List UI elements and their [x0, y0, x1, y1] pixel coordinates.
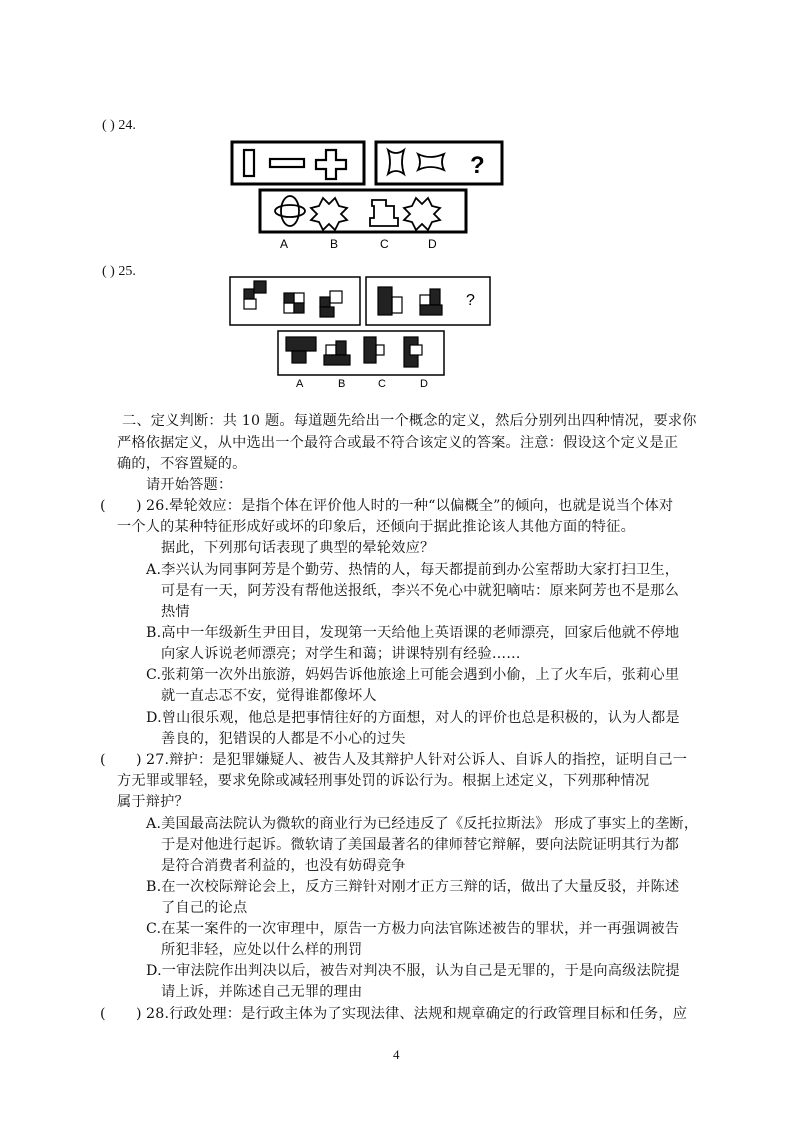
q26-stem-line-1: 26.晕轮效应：是指个体在评价他人时的一种“以偏概全”的倾向，也就是说当个体对: [146, 498, 674, 514]
q27-option-b-line-2: 了自己的论点: [161, 900, 248, 916]
q26-stem-line-3: 据此，下列那句话表现了典型的晕轮效应？: [161, 540, 435, 556]
q26-option-c-line-2: 就一直忐忑不安，觉得谁都像坏人: [161, 688, 377, 704]
q24-number: ( ) 24.: [102, 118, 136, 133]
q28-answer-paren-open: (: [100, 1006, 106, 1022]
q25-option-label-a: A: [296, 378, 304, 390]
q26-option-b-line-2: 向家人诉说老师漂亮；对学生和蔼；讲课特别有经验……: [161, 646, 521, 662]
q24-option-label-c: C: [380, 237, 389, 251]
q24-stem-box-1: [232, 142, 364, 184]
q24-option-label-a: A: [280, 237, 289, 251]
q26-option-a-line-3: 热情: [161, 604, 190, 620]
q26-option-a-line-2: 可是有一天，阿芳没有帮他送报纸，李兴不免心中就犯嘀咕：原来阿芳也不是那么: [161, 583, 679, 599]
q27-option-b-line-1: B.在一次校际辩论会上，反方三辩针对刚才正方三辩的话，做出了大量反驳，并陈述: [146, 879, 680, 895]
q25-stem-box-1: [230, 277, 360, 325]
q27-option-d-line-1: D.一审法院作出判决以后，被告对判决不服，认为自己是无罪的，于是向高级法院提: [146, 963, 680, 979]
q25-number: ( ) 25.: [102, 264, 136, 279]
q24-figure: [230, 140, 510, 252]
q28-answer-paren-close: ): [136, 1006, 142, 1022]
section2-intro-line-3: 确的，不容置疑的。: [117, 456, 247, 472]
q25-option-label-d: D: [420, 378, 428, 390]
q26-option-a-line-1: A.李兴认为同事阿芳是个勤劳、热情的人，每天都提前到办公室帮助大家打扫卫生，: [146, 562, 680, 578]
q26-stem-line-2: 一个人的某种特征形成好或坏的印象后，还倾向于据此推论该人其他方面的特征。: [117, 519, 635, 535]
q27-stem-line-1: 27.辩护：是犯罪嫌疑人、被告人及其辩护人针对公诉人、自诉人的指控，证明自己一: [146, 752, 688, 768]
q25-option-shapes: [286, 337, 422, 367]
q27-option-a-line-1: A.美国最高法院认为微软的商业行为已经违反了《反托拉斯法》 形成了事实上的垄断，: [146, 816, 699, 832]
q27-option-d-line-2: 请上诉，并陈述自己无罪的理由: [161, 984, 363, 1000]
q26-option-d-line-1: D.曾山很乐观，他总是把事情往好的方面想，对人的评价也总是积极的，认为人都是: [146, 710, 680, 726]
q27-option-c-line-1: C.在某一案件的一次审理中，原告一方极力向法官陈述被告的罪状，并一再强调被告: [146, 921, 680, 937]
q24-stem-shapes-2: [388, 150, 444, 174]
q27-stem-line-2: 方无罪或罪轻，要求免除或减轻刑事处罚的诉讼行为。根据上述定义，下列那种情况: [117, 773, 650, 789]
q24-option-labels: [280, 237, 437, 251]
q27-option-a-line-2: 于是对他进行起诉。微软请了美国最著名的律师替它辩解，要向法院证明其行为都: [161, 837, 679, 853]
q28-stem-line-1: 28.行政处理：是行政主体为了实现法律、法规和规章确定的行政管理目标和任务，应: [146, 1006, 688, 1022]
q25-stem-shapes: [244, 281, 442, 317]
q24-option-shapes: [275, 196, 440, 230]
section2-intro-line-2: 严格依据定义，从中选出一个最符合或最不符合该定义的答案。注意：假设这个定义是正: [117, 435, 679, 451]
q26-answer-paren-close: ): [136, 498, 142, 514]
q24-question-mark: ?: [470, 152, 485, 179]
q26-option-b-line-1: B.高中一年级新生尹田目，发现第一天给他上英语课的老师漂亮，回家后他就不停地: [146, 625, 680, 641]
q24-option-label-d: D: [428, 237, 437, 251]
q26-option-d-line-2: 善良的，犯错误的人都是不小心的过失: [161, 731, 406, 747]
q27-answer-paren-open: (: [100, 752, 106, 768]
section2-start: 请开始答题：: [146, 477, 233, 493]
q25-option-labels: [296, 378, 428, 390]
q27-option-a-line-3: 是符合消费者利益的，也没有妨碍竞争: [161, 858, 406, 874]
q27-answer-paren-close: ): [136, 752, 142, 768]
section2-intro-line-1: 二、定义判断：共 10 题。每道题先给出一个概念的定义，然后分别列出四种情况，要求你: [122, 413, 697, 429]
q27-option-c-line-2: 所犯非轻，应处以什么样的刑罚: [161, 942, 363, 958]
q25-option-label-c: C: [378, 378, 386, 390]
q25-figure: [228, 275, 498, 391]
page-number: 4: [393, 1047, 400, 1062]
q27-stem-line-3: 属于辩护？: [117, 794, 189, 810]
q24-stem-shapes-1: [244, 150, 346, 179]
q25-question-mark: ?: [466, 292, 475, 309]
q25-option-label-b: B: [338, 378, 346, 390]
q24-option-label-b: B: [330, 237, 339, 251]
q26-option-c-line-1: C.张莉第一次外出旅游，妈妈告诉他旅途上可能会遇到小偷，上了火车后，张莉心里: [146, 667, 680, 683]
q26-answer-paren-open: (: [100, 498, 106, 514]
